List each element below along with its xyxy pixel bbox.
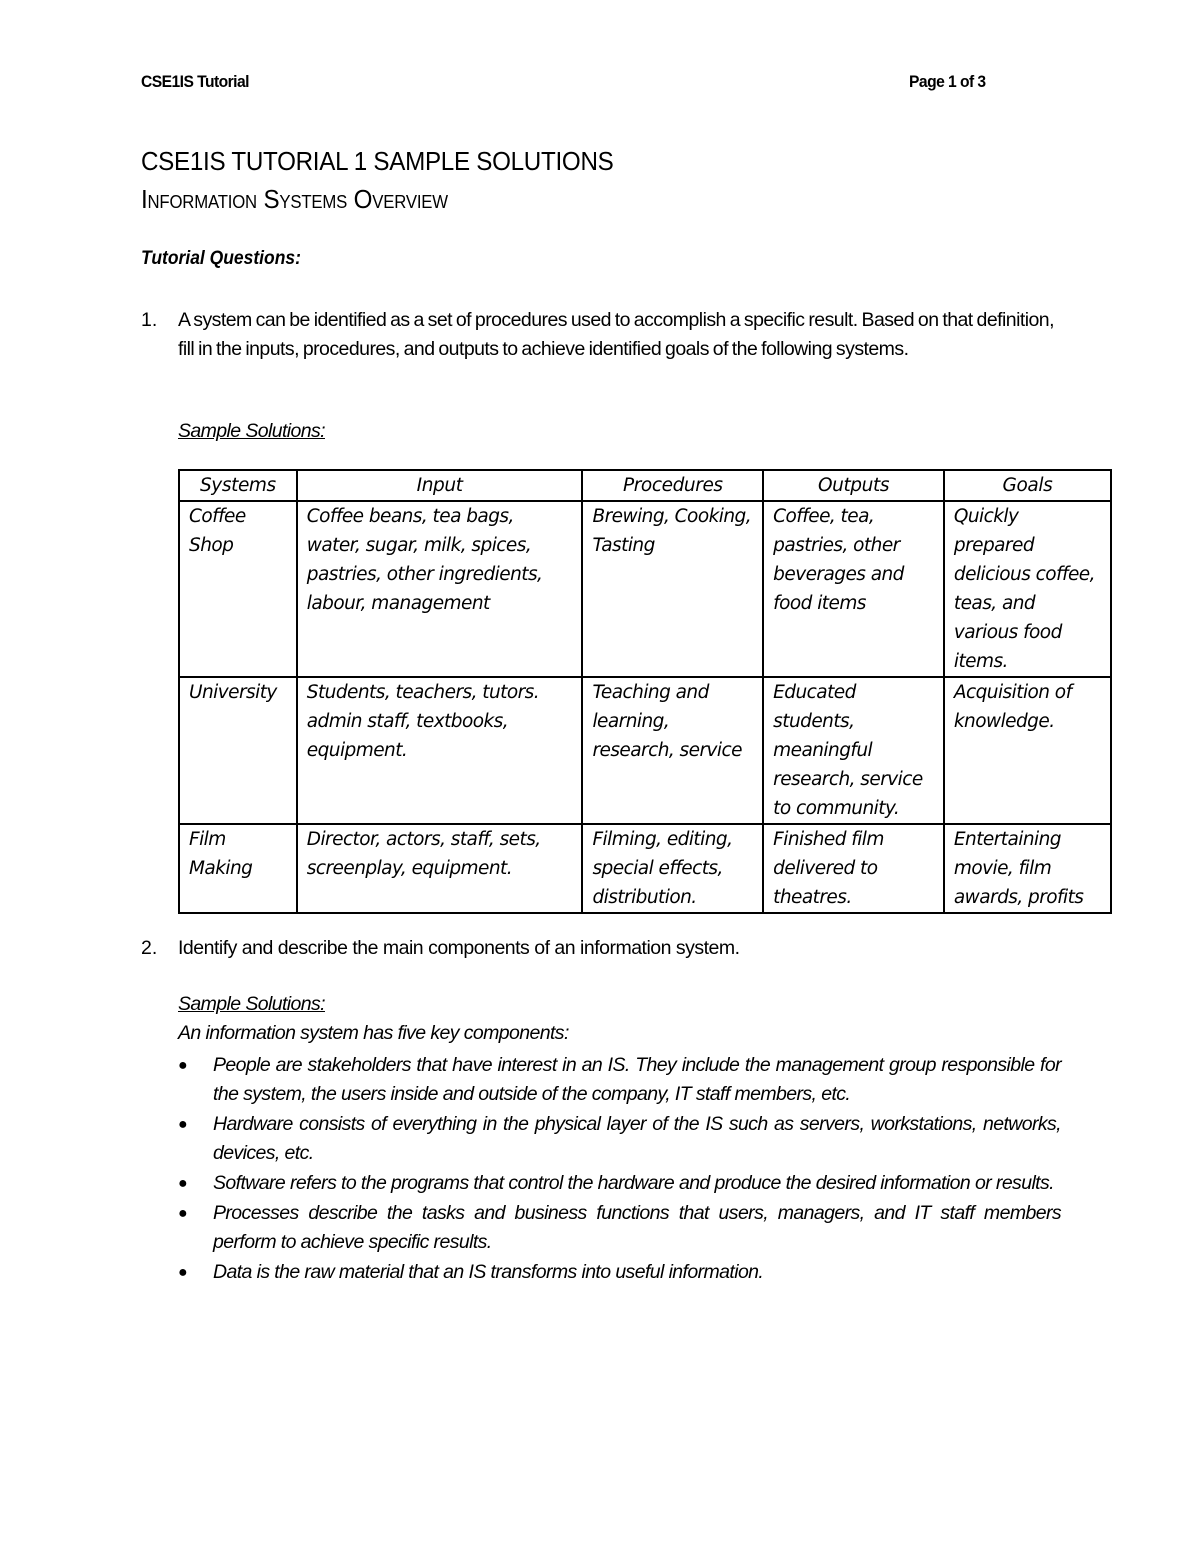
- list-item: [178, 1051, 1061, 1109]
- bullet-icon: ●: [178, 1057, 188, 1074]
- question-text: Identify and describe the main components of an information system.: [178, 937, 740, 959]
- question-text: A system can be identified as a set of procedures used to accomplish a specific result. Based on that definition, fill in the inputs, procedures, and outputs to achieve identified goals of the following systems.: [178, 309, 1054, 360]
- column-header-outputs: Outputs: [763, 470, 944, 501]
- table-header-row: [179, 470, 1111, 501]
- tutorial-questions-heading: Tutorial Questions:: [141, 248, 301, 269]
- question-number: 1.: [141, 309, 158, 331]
- component-text: Processes describe the tasks and business functions that users, managers, and IT staff members perform to achieve specific results.: [213, 1202, 1061, 1253]
- cell-outputs: Educated students, meaningful research, service to community.: [763, 677, 944, 824]
- component-text: Data is the raw material that an IS transforms into useful information.: [213, 1261, 764, 1283]
- bullet-icon: ●: [178, 1116, 188, 1133]
- title-main: CSE1IS TUTORIAL 1 SAMPLE SOLUTIONS: [141, 146, 614, 176]
- cell-input: Students, teachers, tutors. admin staff, textbooks, equipment.: [297, 677, 583, 824]
- cell-outputs: Finished film delivered to theatres.: [763, 824, 944, 913]
- bullet-icon: ●: [178, 1264, 188, 1281]
- cell-system: Film Making: [179, 824, 297, 913]
- document-title: [141, 144, 649, 220]
- cell-outputs: Coffee, tea, pastries, other beverages and food items: [763, 501, 944, 677]
- cell-system: Coffee Shop: [179, 501, 297, 677]
- bullet-icon: ●: [178, 1205, 188, 1222]
- cell-goals: Entertaining movie, film awards, profits: [944, 824, 1111, 913]
- component-text: People are stakeholders that have interest in an IS. They include the management group responsible for the system, the users inside and outside of the company, IT staff members, etc.: [213, 1054, 1061, 1105]
- list-item: [178, 1169, 1061, 1198]
- component-text: Hardware consists of everything in the physical layer of the IS such as servers, workstations, networks, devices, etc.: [213, 1113, 1061, 1164]
- column-header-systems: Systems: [179, 470, 297, 501]
- table-row: [179, 501, 1111, 677]
- question-1: [141, 306, 1061, 364]
- cell-goals: Acquisition of knowledge.: [944, 677, 1111, 824]
- component-text: Software refers to the programs that control the hardware and produce the desired information or results.: [213, 1172, 1054, 1194]
- cell-procedures: Teaching and learning, research, service: [582, 677, 763, 824]
- sample-solutions-label-2: Sample Solutions:: [178, 993, 325, 1015]
- header-course-title: CSE1IS Tutorial: [141, 72, 249, 91]
- cell-input: Coffee beans, tea bags, water, sugar, milk, spices, pastries, other ingredients, labour, management: [297, 501, 583, 677]
- page-header: [141, 72, 986, 92]
- column-header-procedures: Procedures: [582, 470, 763, 501]
- components-intro: An information system has five key components:: [178, 1022, 569, 1044]
- cell-procedures: Brewing, Cooking, Tasting: [582, 501, 763, 677]
- table-row: [179, 824, 1111, 913]
- header-page-number: Page 1 of 3: [909, 72, 986, 91]
- column-header-input: Input: [297, 470, 583, 501]
- cell-goals: Quickly prepared delicious coffee, teas, and various food items.: [944, 501, 1111, 677]
- question-2: [141, 934, 1061, 963]
- bullet-icon: ●: [178, 1175, 188, 1192]
- column-header-goals: Goals: [944, 470, 1111, 501]
- components-list: [178, 1051, 1061, 1288]
- question-number: 2.: [141, 937, 158, 959]
- title-subtitle: Information Systems Overview: [141, 184, 448, 214]
- sample-solutions-label-1: Sample Solutions:: [178, 420, 325, 442]
- list-item: [178, 1258, 1061, 1287]
- systems-table: [178, 469, 1112, 914]
- cell-system: University: [179, 677, 297, 824]
- table-row: [179, 677, 1111, 824]
- cell-procedures: Filming, editing, special effects, distribution.: [582, 824, 763, 913]
- list-item: [178, 1110, 1061, 1168]
- list-item: [178, 1199, 1061, 1257]
- cell-input: Director, actors, staff, sets, screenplay, equipment.: [297, 824, 583, 913]
